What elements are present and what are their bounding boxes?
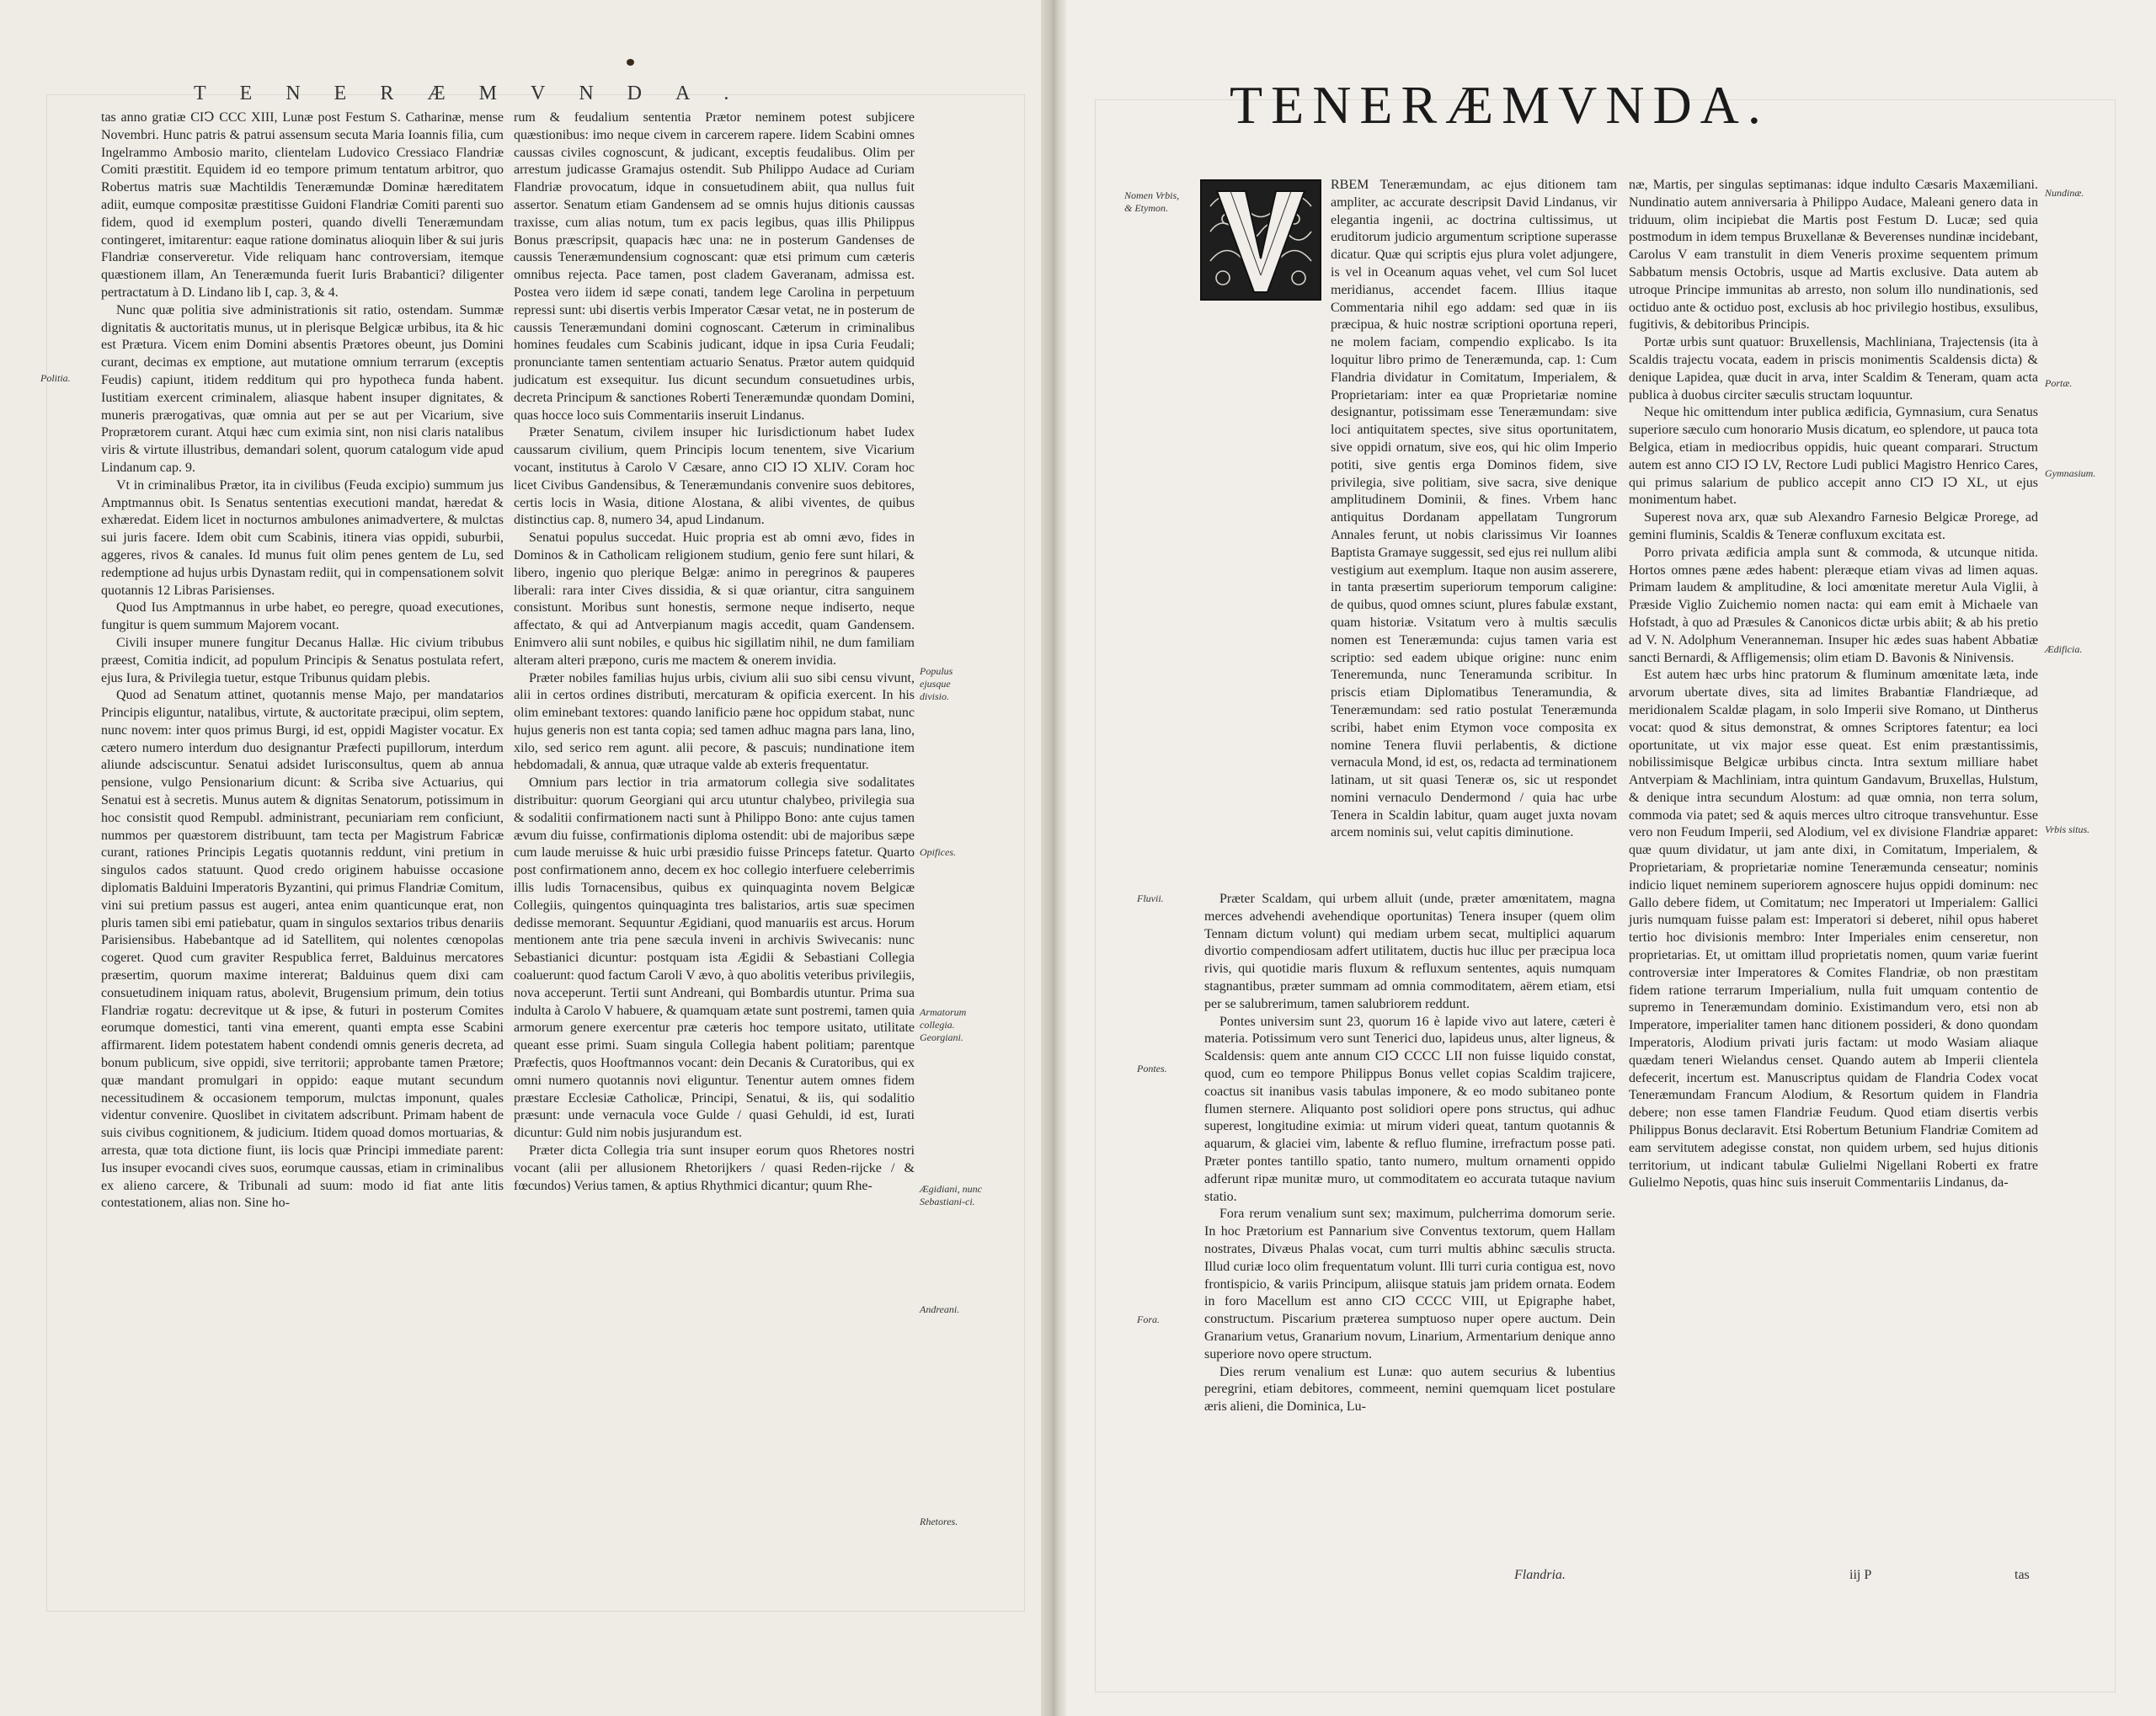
- paragraph: Præter nobiles familias hujus urbis, civium alii suo sibi censu vivunt, alii in certos ordines distributi, mercaturam & opificia exercent. In his olim eminebant textores: quando lanificio pæne hoc oppidum stabat, nunc hujus generis non est tanta copia; sed tamen adhuc magna pars lana, lino, xilo, sed serico rem agunt. alii pecore, & pascuis; nundinatione item hebdomadali, & annua, quæ utraque valde ab exteris frequentatur.: [514, 670, 915, 773]
- paragraph: Porro privata ædificia ampla sunt & commoda, & utcunque nitida. Hortos omnes pæne ædes habent: pleræque etiam vivas ad limen aquas. Primam laudem & amplitudine, & loci amœnitate meretur Aula Viglii, à Præside Viglio Zuichemio nomen nacta: qui eam emit à Michaele van Hofstadt, à quo ad Præsules & Canonicos dictæ urbis abiit; & ab his pretio ad V. N. Adolphum Veneranneman. Insuper hic ædes suas habent Abbatiæ sancti Bernardi, & Affligemensis; olim etiam D. Bavonis & Ninivensis.: [1629, 545, 2038, 665]
- margin-note: Politia.: [40, 372, 71, 384]
- margin-note: Armatorum collegia. Georgiani.: [920, 1006, 967, 1043]
- margin-note: Opifices.: [920, 846, 956, 858]
- margin-note: Populus ejusque divisio.: [920, 665, 953, 702]
- left-page-column-2: [514, 109, 915, 1195]
- paragraph: Senatui populus succedat. Huic propria est ab omni ævo, fides in Dominos & in Catholicam religionem studium, genio fere sunt hilari, & libero, ingenio quo plerique Belgæ: animo in peregrinos & pauperes liberali: rara inter Cives dissidia, & si quæ oriantur, citra sanguinem consistunt. Moribus sunt honestis, sermone neque indiserto, neque affectato, & qui ad Antverpianum magis accedit, quam Gandensem. Enimvero alii sunt nobiles, e quibus hic sigillatim nihil, ne dum familiam alteram alteri præpono, curis me mactem & onerem invidia.: [514, 530, 915, 668]
- running-title: TENERÆMVNDA.: [194, 83, 763, 104]
- catchword: Flandria.: [1514, 1568, 1566, 1582]
- right-page-intro-column: [1331, 177, 1617, 842]
- margin-note: Gymnasium.: [2045, 467, 2096, 479]
- margin-note: Nomen Vrbis, & Etymon.: [1124, 189, 1180, 214]
- paragraph: Civili insuper munere fungitur Decanus Hallæ. Hic civium tribubus præest, Comitia indicit, ad populum Principis & Senatus postulata refert, ejus Iura, & Privilegia tuetur, estque Tribunus quidam plebis.: [101, 635, 504, 685]
- paragraph: Est autem hæc urbs hinc pratorum & fluminum amœnitate læta, inde arvorum ubertate dives, sita ad limites Brabantiæ Flandriæque, ad meridionalem Scaldæ plagam, in solo Imperii sive Romano, ut Dintherus vocat: quod & situs demonstrat, & omnes Scriptores fatentur; ea loci oportunitate, ut vix major esse queat. Est enim præstantissimis, nobilissimisque Belgicæ urbibus cincta. Intra sextum milliare habet Antverpiam & Machliniam, intra quintum Gandavum, Bruxellas, Hulstum, & denique intra secundum Alostum: ad quæ omnia, non terra solum, commoda via patet; sed & aquis merces ultro citroque transvehuntur. Esse vero non Feudum Imperii, sed Alodium, vel ex divisione Flandriæ apparet: quæ quum dividatur, ut jam ante dixi, in Comitatum, Imperialem, & Proprietariam, & proprietariæ nomine Teneræmunda censeatur; nominis indicio liquet neminem superiorem agnoscere hujus oppidi dominum: nec Gallo debere fidem, ut Comitatum; nec Imperatori ut Imperialem: Gallici juris numquam fuisse palam est: Imperatori si deberet, nihil opus haberet tertio hoc divisionis membro: Inter Imperiales enim censeretur, non proprietarias. Et, ut omittam illud proprietatis nomen, quum variæ fuerint controversiæ inter Imperatores & Comites Flandriæ, ob non præstitam fidem ratione terrarum Imperialium, nulla fuit umquam contentio de supremo in Teneræmundam dominio. Existimandum vero, etsi non ab Imperatore, imperialiter tamen hanc ditionem possideri, & dono quondam Imperatoris, Alodium privati juris factam: ut modo Wasiam aliaque quædam teneri Wielandus censet. Quando autem ab Imperii clientela defecerit, incertum est. Manuscriptus quidam de Flandria Codex vocat Teneræmundam Francum Alodium, & Resortum quidem in Flandria debere; non esse tamen Flandriæ Feudum. Quod etiam disertis verbis Philippus Bonus declaravit. Etsi Robertum Betunium Flandriæ Comitem ad eam servitutem adegisse constat, non quidem urbem, sed hujus ditionis territorium, ut indicant tabulæ Gulielmi Nigellani Roberti ex fratre Gulielmo Nepotis, quas hinc suis inseruit Commentariis Lindanus, da-: [1629, 668, 2038, 1191]
- margin-note: Vrbis situs.: [2045, 823, 2090, 835]
- margin-note: Pontes.: [1137, 1063, 1167, 1074]
- paragraph: Præter Scaldam, qui urbem alluit (unde, præter amœnitatem, magna merces advehendi avehendique oportunitas) Tenera insuper (quem olim Tennam dictum volunt) qui mediam urbem secat, multiplici aquarum divortio compendiosam adfert utilitatem, ductis huc illuc per præcipua loca rivis, qui quotidie maris fluxum & refluxum sententes, aquis numquam stagnantibus, præter summam ad omnia commoditatem, aërem etiam, etsi per se salubrerimum, tamen salubriorem reddunt.: [1204, 892, 1615, 1011]
- paragraph: Nunc quæ politia sive administrationis sit ratio, ostendam. Summæ dignitatis & auctoritatis munus, ut in plerisque Belgicæ urbibus, ita & hic est Prætura. Vicem enim Domini absentis Prætores obeunt, jus Domini curant, decimas ex emptione, aut mutatione omnium terrarum (exceptis Feudis) capiunt, itidem redditum qui pro hypotheca funda habent. Iustitiam exercent criminalem, aliasque habent insuper dignitates, & muneris prærogativas, quæ omnia aut per se aut per Vicarium, sive Proprætorem curant. Atqui hæc cum eximia sint, non nisi claris natalibus viris & virtute illustribus, demandari solent, quorum catalogum vide apud Lindanum cap. 9.: [101, 302, 504, 475]
- ink-spot: [627, 59, 634, 66]
- right-page-column-2: [1629, 177, 2038, 1192]
- paragraph: tas anno gratiæ CIↃ CCC XIII, Lunæ post Festum S. Catharinæ, mense Novembri. Hunc patris & patrui assensum secuta Maria Ioannis filia, cum Ingelrammo Ambosio marito, clientelam Ludovico Cressiaco Flandriæ Comiti præstitit. Equidem id eo tempore primum tentatum arbitror, quo Robertus matris suæ Machtildis Teneræmundæ Dominæ hæreditatem adiit, eumque compositæ præstitisse Guidoni Flandriæ Comiti parenti suo fidem, quod id exemplum posteri, quando divelli Teneræmundam contingeret, imitarentur: eaque ratione dominatus alioquin liber & sui juris Flandriæ conserveretur. Vide reliquam hanc controversiam, itemque quæstionem illam, An Teneræmunda fuerit Iuris Brabantici? diligenter pertractatum à D. Lindano lib I, cap. 3, & 4.: [101, 110, 504, 300]
- paragraph: Neque hic omittendum inter publica ædificia, Gymnasium, cura Senatus superiore sæculo cum honorario Musis dicatum, eo splendore, ut pauca tota Belgica, etiam in mediocribus oppidis, huic queant comparari. Structum autem est anno CIↃ IↃ LV, Rectore Ludi publici Magistro Henrico Cares, qui primus salarium de publico accepit anno CIↃ IↃ XL, ut ejus monimentum habet.: [1629, 405, 2038, 508]
- paragraph: Fora rerum venalium sunt sex; maximum, pulcherrima domorum serie. In hoc Prætorium est Pannarium sive Conventus textorum, quem Hallam nostrates, Divæus Phalas vocat, cum turri multis abhinc sæculis structa. Illud curiæ loco olim frequentatum volunt. Illi turri curia contigua est, novo frontispicio, & variis Principum, aliisque statuis jam pridem ornata. Eodem in foro Macellum est anno CIↃ CCCC VIII, ut Epigraphe habet, constructum. Piscarium præterea sumptuoso nuper opere auctum. Dein Granarium vetus, Granarium novum, Linarium, Armentarium denique anno superiore novo opere structum.: [1204, 1207, 1615, 1362]
- catchword: tas: [2015, 1568, 2030, 1582]
- right-page-column-1: [1204, 891, 1615, 1416]
- margin-note: Rhetores.: [920, 1516, 958, 1527]
- paragraph: Superest nova arx, quæ sub Alexandro Farnesio Belgicæ Prorege, ad gemini fluminis, Scaldis & Teneræ confluxum excitata est.: [1629, 510, 2038, 542]
- paragraph: Dies rerum venalium est Lunæ: quo autem securius & lubentius peregrini, etiam debitores, commeent, nemini quemquam licet postulare æris alieni, die Dominica, Lu-: [1204, 1364, 1615, 1415]
- paragraph: Quod ad Senatum attinet, quotannis mense Majo, per mandatarios Principis eliguntur, natalibus, virtute, & auctoritate præcipui, olim septem, nunc novem: inter quos primus Burgi, id est, oppidi Magister vocatur. Ex cætero numero interdum duo designantur Præfecti pupillorum, interdum aliunde adsciscuntur. Senatui adsidet Iurisconsultus, quem ab annua pensione, vulgo Pensionarium dicunt: & Scriba sive Actuarius, qui Senatui est à secretis. Munus autem & dignitas Senatorum, potissimum in hoc consistit quod Rempubl. administrant, pecuniariam rem conficiunt, nummos per quæstorem distribuunt, tam tecta per Magistrum Fabricæ curant, rationes Principis Legatis quotannis reddunt, vini pretium in singulos cados statuunt. Quod credo originem habuisse occasione diplomatis Balduini Imperatoris Byzantini, qui primus Flandriæ Comitum, vini sui pretium passus est augeri, antea enim quanticunque erat, non pluris tamen sibi emi patiebatur, quam in singulos sextarios tribus denariis Parisiensibus. Habebantque ad id Satellitem, qui nolentes cœnopolas cogeret. Quod cum graviter Respublica ferret, Balduinus mercatores præsertim, quorum maxime intererat; Balduinus quem dixi cam consuetudinem iniquam ratus, abolevit, Brugensium primum, dein totius Flandriæ rogatu: decrevitque ut & ipse, & futuri in posterum Comites eorumque domestici, tanti vina emerent, quanti empta esse Scabini affirmarent. Iidem potestatem habent condendi omnis generis decreta, ad bonum publicum, sive oppidi, sive territorii; approbante tamen Prætore; quæ mandant promulgari in oppido: eaque mutant secundum necessitudinem & occasionem temporum, mulctas imponunt, quales videntur convenire. Quoslibet in civitatem adscribunt. Primam habent de suis civibus cognitionem, & judicium. Itidem quoad domos mortuarias, & arresta, quæ tota dictione fiunt, iis locis quæ Principi immediate parent: Ius insuper evocandi cives suos, eorumque caussas, etiam in criminalibus ex alieno carcere, & Tribunali ad suum: modo id fiat ante litis contestationem, alias non. Sine ho-: [101, 688, 504, 1211]
- book-gutter: [1041, 0, 1066, 1716]
- paragraph: Vt in criminalibus Prætor, ita in civilibus (Feuda excipio) summum jus Amptmannus obit. Is Senatus sententias executioni mandat, hæredat & exhæredat. Eidem licet in nocturnos ambulones animadvertere, & mulctas sui juris facere. Idem obit cum Scabinis, itinera vias oppidi, suburbii, aggeres, rivos & canales. Id munus fuit olim penes gentem de Lu, sed redemptione ad hujus urbis Dynastam rediit, qui in compensationem solvit quotannis 12 Libras Parisienses.: [101, 477, 504, 598]
- page-title: TENERÆMVNDA.: [1230, 75, 1769, 135]
- margin-note: Fora.: [1137, 1314, 1160, 1325]
- margin-note: Nundinæ.: [2045, 187, 2084, 199]
- paragraph: Præter dicta Collegia tria sunt insuper eorum quos Rhetores nostri vocant (alii per allusionem Rhetorijkers / quasi Reden-rijcke / & fœcundos) Verius tamen, & aptius Rhythmici dicantur; quum Rhe-: [514, 1143, 915, 1193]
- margin-note: Portæ.: [2045, 377, 2073, 389]
- paragraph: rum & feudalium sententia Prætor neminem potest subjicere quæstionibus: imo neque civem in carcerem rapere. Iidem Scabini omnes caussas civiles cognoscunt, & judicant, exceptis feudalibus. Olim per arrestum judicasse Gramajus ostendit. Sub Philippo Audace ad Curiam Flandriæ provocatum, idque in consuetudinem abiit, qua nullus fuit assertor. Senatum etiam Gandensem ad se omnis hujus ditionis caussas traxisse, cum alias notum, tum ex pacis legibus, quas illis Philippus Bonus præscripsit, quapacis hæc una: ne in posterum Gandenses de caussis Teneræmundensium cognoscant: quæ etsi primum cum cæteris omnibus rejecta. Pace tamen, post cladem Gaveranam, admissa est. Postea vero iidem id sæpe conati, tandem lege Carolina in perpetuum repressi sunt: ubi disertis verbis Imperator Cæsar vetat, ne in posterum de caussis Teneræmundani domini cognoscant. Cæterum in criminalibus homines feudales cum Scabinis judicant, idque in ipsa Curia Feudali; pronunciante tamen sententiam actuario Senatus. Prætor autem quidquid judicatum est exsequitur. Ius dicunt secundum consuetudines urbis, decreta Principum & sanctiones Roberti Teneræmundæ quondam Domini, quas hocce loco suis Commentariis inseruit Lindanus.: [514, 110, 915, 423]
- paragraph: Quod Ius Amptmannus in urbe habet, eo peregre, quoad executiones, fungitur is quem summum Majorem vocant.: [101, 600, 504, 633]
- paragraph: næ, Martis, per singulas septimanas: idque indulto Cæsaris Maxæmiliani. Nundinatio autem anniversaria à Philippo Audace, Maleani genero data in triduum, olim incipiebat die Martis post Festum D. Lucæ; sed quia postmodum in idem tempus Bruxellanæ & Beverenses nundinæ incidebant, Carolus V eam transtulit in diem Veneris proxime sequentem primum Sabbatum mensis Octobris, usque ad Martis exclusive. Data autem ab utroque Principe immunitas ab arresto, non solum illo nundinationis, sed octiduo ante & octiduo post, exclusis ab hoc privilegio hostibus, exsulibus, fugitivis, & debitoribus Principis.: [1629, 178, 2038, 333]
- paragraph: Portæ urbis sunt quatuor: Bruxellensis, Machliniana, Trajectensis (ita à Scaldis trajectu vocata, eadem in priscis monimentis Scaldensis dicta) & denique Lapidea, quæ ducit in arva, inter Scaldim & Teneram, quam acta publica à duobus circiter sæculis structam loquuntur.: [1629, 335, 2038, 402]
- decorated-initial-v-icon: [1200, 179, 1321, 301]
- paragraph: RBEM Teneræmundam, ac ejus ditionem tam ampliter, ac accurate descripsit David Lindanus, vir elegantia ingenii, ac doctrina cultissimus, ut eruditorum judicio argumentum scriptione superasse dicatur. Quæ qui scriptis ejus plura volet adjungere, is vel in Oceanum aquas vehet, vel cum Sol lucet meridianus, accendet facem. Illius itaque Commentaria nihil ego addam: sed quæ in iis præcipua, & huic nostræ scriptioni oportuna reperi, ne molem faciam, compendio explicabo. Is ita loquitur libro primo de Teneræmunda, cap. 1: Cum Flandria dividatur in Comitatum, Imperialem, & Proprietariam: inter ea quæ Proprietariæ nomine designantur, potissimam esse Teneræmundam: sive loci antiquitatem spectes, sive situs oportunitatem, sive oppidi ornatum, sive eos, qui hic olim Imperio potiti, sive gentis erga Dominos fidem, sive privilegia, sive politiam, sive sacra, sive denique amplitudinem Dominii, & fines. Vrbem hanc antiquitus Dordanam appellatam Tungrorum Annales ferunt, ut nobis clarissimus Vir Ioannes Baptista Gramaye suggessit, sed ejus rei nullum alibi vestigium aut exemplum. Itaque non ausim asserere, in tanta præsertim superiorum temporum caligine: de quibus, quod omnes sciunt, plures fabulæ exstant, quam historiæ. Vsitatum vero à multis sæculis nomen est Teneræmunda: cujus tamen varia est scriptio: sed eadem ubique origine: nunc enim Teneremunda, nunc Teneramunda scribitur. In priscis etiam Diplomatibus Teneramundia, & Teneræmundam: sed ratio postulat Teneræmunda scribi, habet enim Etymon voce composita ex nomine Tenera fluvii perlabentis, & dictione vernacula Mond, id est, os, redacta ad terminationem latinam, ut sit quasi Teneræ os, sic ut respondet nomini vernaculo Dendermond / quia hac urbe Tenera in Scaldin labitur, quam auget juxta novam arcem nominis sui, velut capitis diminutione.: [1331, 178, 1617, 840]
- margin-note: Ædificia.: [2045, 643, 2083, 655]
- left-page-column-1: [101, 109, 504, 1212]
- page-signature: iij P: [1849, 1568, 1872, 1582]
- paragraph: Omnium pars lectior in tria armatorum collegia sive sodalitates distribuitur: quorum Georgiani qui arcu utuntur chalybeo, privilegia sua & sodalitii confirmationem nacti sunt à Philippo Bono: ante cujus tamen ævum diu fuisse, confirmationis diploma ostendit: ubi de majoribus sæpe cum laude meruisse & huic urbi præsidio fuisse Princeps fatetur. Quarto post confirmationem anno, decem ex hoc collegio interfuere celeberrimis illis ludis Tornacensibus, quibus ex quinquaginta novem Belgicæ Collegiis, quingentos quinquaginta tres balistarios, artis suæ specimen dedisse memorant. Sequuntur Ægidiani, quod manuariis est arcus. Horum mentionem ante tria pene sæcula inveni in archivis Swivecanis: nunc Sebastianici dicuntur: postquam ista Ægidii & Sebastiani Collegia coaluerunt: quod factum Caroli V ævo, à quo abolitis veteribus privilegiis, nova acceperunt. Tertii sunt Andreani, qui Bombardis utuntur. Prima sua indulta à Carolo V habuere, & quamquam ætate sunt postremi, tamen quia armorum genere exercentur præ cæteris hoc tempore usitato, utilitate queant esse primi. Suam singula Collegia habent politiam; parentque Præfectis, quos Hooftmannos vocant: dein Decanis & Curatoribus, qui ex omni numero quotannis novi eliguntur. Tenentur autem omnes fidem præstare Ecclesiæ Catholicæ, Principi, Senatui, & iis, qui sodalitio præsunt: unde vernacula voce Gulde / quasi Gehuldi, id est, Iurati dicuntur: Guld nim nobis jusjurandum est.: [514, 775, 915, 1141]
- paragraph: Præter Senatum, civilem insuper hic Iurisdictionum habet Iudex caussarum civilium, quem Principis locum tenentem, sive Vicarium vocant, institutus à Carolo V Cæsare, anno CIↃ IↃ XLIV. Coram hoc licet Civibus Gandensibus, & Teneræmundanis convenire suos debitores, certis locis in Wasia, ditione Alostana, & alibi viventes, de quibus distinctius cap. 8, numero 34, apud Lindanum.: [514, 425, 915, 528]
- paragraph: Pontes universim sunt 23, quorum 16 è lapide vivo aut latere, cæteri è materia. Potissimum vero sunt Tenerici duo, lapideus unus, alter ligneus, & Scaldensis: quem ante annum CIↃ CCCC LII non fuisse liquido constat, quod, cum eo tempore Philippus Bonus vellet copias Scaldim trajicere, coactus sit inanibus vasis tabulas imponere, & eo modo subitaneo ponte flumen sternere. Aliquanto post solidiori opere pons structus, qui adhuc superest, longitudine eximia: ut mirum videri queat, tantum quotannis & aquarum, & glaciei vim, labente & refluo flumine, irrefractum posse pati. Præter pontes tantillo spatio, tanto numero, multum ornamenti oppido adferunt ripæ munitæ muro, ut commoditatem eo accurata tutaque navium statio.: [1204, 1014, 1615, 1204]
- margin-note: Ægidiani, nunc Sebastiani-ci.: [920, 1183, 982, 1207]
- margin-note: Andreani.: [920, 1303, 960, 1315]
- margin-note: Fluvii.: [1137, 893, 1164, 904]
